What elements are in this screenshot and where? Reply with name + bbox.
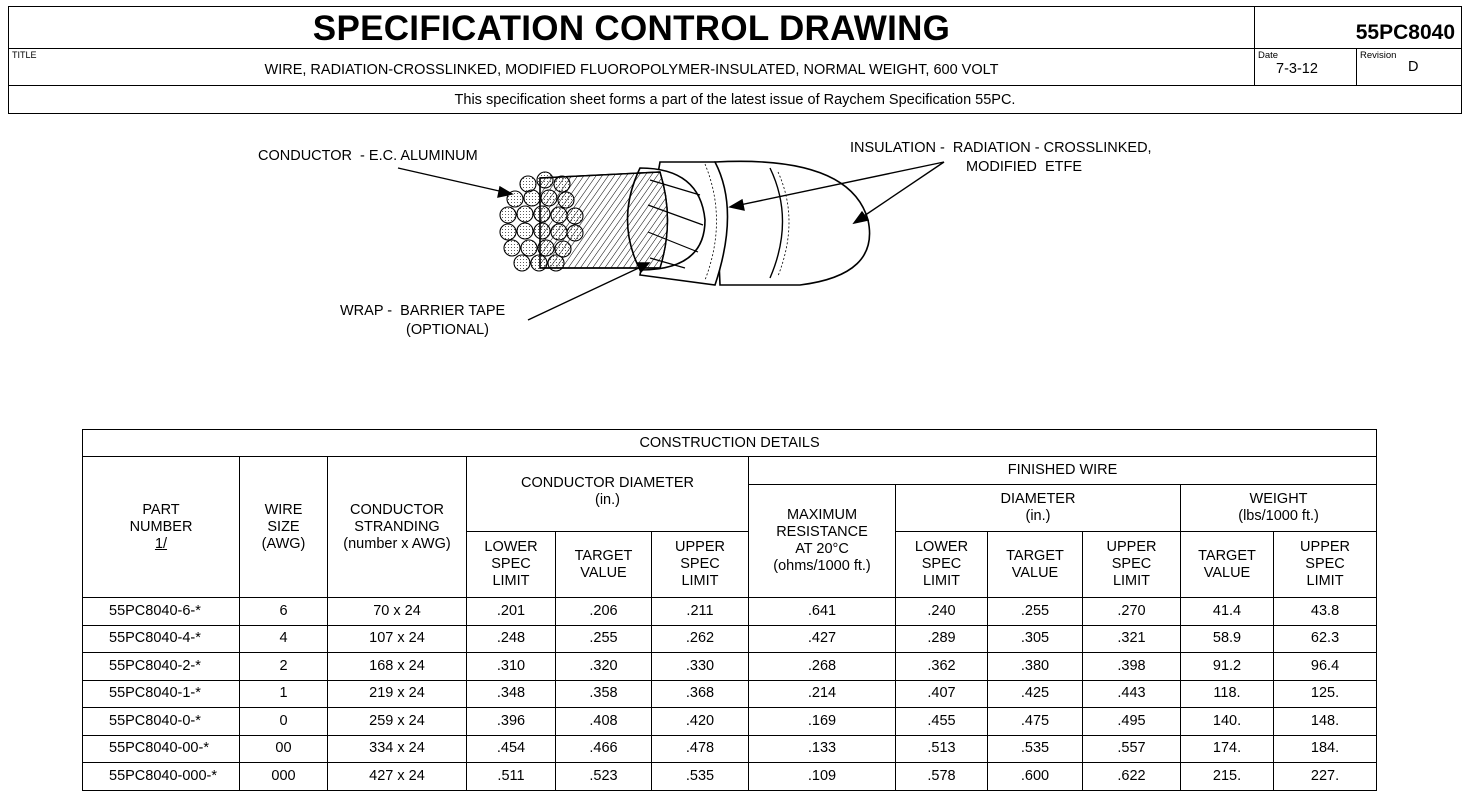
wire-drawing xyxy=(0,120,1475,380)
wrap-label-line1: WRAP - BARRIER TAPE xyxy=(340,303,506,319)
table-cell: 168 x 24 xyxy=(328,653,467,681)
table-cell: .454 xyxy=(467,735,556,763)
col-dia-upper: UPPER SPEC LIMIT xyxy=(1083,532,1181,598)
table-row xyxy=(83,598,1377,626)
table-cell: 259 x 24 xyxy=(328,708,467,736)
col-diameter: DIAMETER (in.) xyxy=(896,485,1181,532)
wire-title-cell xyxy=(9,49,1254,85)
table-cell: 148. xyxy=(1274,708,1377,736)
col-cd-upper: UPPER SPEC LIMIT xyxy=(652,532,749,598)
table-cell: 6 xyxy=(240,598,328,626)
table-cell: 43.8 xyxy=(1274,598,1377,626)
part-number-cell: 55PC8040-00-* xyxy=(83,735,240,763)
title-block xyxy=(8,6,1462,114)
table-cell: 58.9 xyxy=(1181,625,1274,653)
table-cell: 62.3 xyxy=(1274,625,1377,653)
table-row xyxy=(83,763,1377,791)
table-cell: .466 xyxy=(556,735,652,763)
part-number-cell: 55PC8040-6-* xyxy=(83,598,240,626)
table-cell: 184. xyxy=(1274,735,1377,763)
col-wire-size: WIRE SIZE (AWG) xyxy=(240,457,328,598)
part-number-cell: 55PC8040-2-* xyxy=(83,653,240,681)
table-cell: .622 xyxy=(1083,763,1181,791)
table-cell: .535 xyxy=(652,763,749,791)
table-cell: 00 xyxy=(240,735,328,763)
col-part-number: PART NUMBER 1/ xyxy=(83,457,240,598)
table-cell: .511 xyxy=(467,763,556,791)
date-value: 7-3-12 xyxy=(1276,61,1318,77)
table-cell: .262 xyxy=(652,625,749,653)
table-cell: .255 xyxy=(556,625,652,653)
conductor-label: CONDUCTOR - E.C. ALUMINUM xyxy=(258,148,478,164)
part-number-cell: 55PC8040-4-* xyxy=(83,625,240,653)
table-row xyxy=(83,735,1377,763)
info-row xyxy=(9,49,1461,86)
table-cell: 118. xyxy=(1181,680,1274,708)
document-number: 55PC8040 xyxy=(1254,7,1461,48)
table-caption: CONSTRUCTION DETAILS xyxy=(83,430,1377,457)
table-cell: 215. xyxy=(1181,763,1274,791)
table-cell: .133 xyxy=(749,735,896,763)
table-cell: 125. xyxy=(1274,680,1377,708)
table-body xyxy=(83,598,1377,791)
part-number-cell: 55PC8040-0-* xyxy=(83,708,240,736)
col-weight: WEIGHT (lbs/1000 ft.) xyxy=(1181,485,1377,532)
col-finished-wire: FINISHED WIRE xyxy=(749,457,1377,485)
table-cell: .380 xyxy=(988,653,1083,681)
table-cell: .478 xyxy=(652,735,749,763)
wire-title: WIRE, RADIATION-CROSSLINKED, MODIFIED FLUOROPOLYMER-INSULATED, NORMAL WEIGHT, 600 VOLT xyxy=(264,62,999,78)
table-cell: .109 xyxy=(749,763,896,791)
table-cell: .427 xyxy=(749,625,896,653)
table-cell: 427 x 24 xyxy=(328,763,467,791)
col-wt-target: TARGET VALUE xyxy=(1181,532,1274,598)
table-cell: .641 xyxy=(749,598,896,626)
table-cell: .255 xyxy=(988,598,1083,626)
table-cell: .330 xyxy=(652,653,749,681)
table-cell: 96.4 xyxy=(1274,653,1377,681)
table-cell: .211 xyxy=(652,598,749,626)
table-cell: .495 xyxy=(1083,708,1181,736)
table-cell: .420 xyxy=(652,708,749,736)
table-cell: .398 xyxy=(1083,653,1181,681)
table-cell: 140. xyxy=(1181,708,1274,736)
table-cell: .358 xyxy=(556,680,652,708)
table-cell: .443 xyxy=(1083,680,1181,708)
table-cell: 2 xyxy=(240,653,328,681)
insulation-jacket xyxy=(715,161,870,285)
table-cell: .214 xyxy=(749,680,896,708)
revision-value: D xyxy=(1408,59,1419,75)
date-label: Date xyxy=(1258,50,1279,61)
table-cell: .513 xyxy=(896,735,988,763)
table-cell: 4 xyxy=(240,625,328,653)
table-cell: .455 xyxy=(896,708,988,736)
title-label: TITLE xyxy=(12,50,37,60)
table-cell: .206 xyxy=(556,598,652,626)
table-cell: .248 xyxy=(467,625,556,653)
table-row xyxy=(83,625,1377,653)
table-cell: .578 xyxy=(896,763,988,791)
date-cell xyxy=(1254,49,1356,85)
col-wt-upper: UPPER SPEC LIMIT xyxy=(1274,532,1377,598)
title-row xyxy=(9,7,1461,49)
table-cell: .407 xyxy=(896,680,988,708)
table-cell: .368 xyxy=(652,680,749,708)
table-row xyxy=(83,680,1377,708)
table-cell: .201 xyxy=(467,598,556,626)
table-cell: .475 xyxy=(988,708,1083,736)
part-number-cell: 55PC8040-1-* xyxy=(83,680,240,708)
table-cell: 91.2 xyxy=(1181,653,1274,681)
spec-note: This specification sheet forms a part of the latest issue of Raychem Specification 55PC. xyxy=(454,91,1016,108)
insulation-label-line2: MODIFIED ETFE xyxy=(966,159,1082,175)
table-cell: .408 xyxy=(556,708,652,736)
wrap-label-line2: (OPTIONAL) xyxy=(406,322,489,338)
footnote-ref: 1/ xyxy=(154,535,168,552)
revision-cell xyxy=(1356,49,1461,85)
table-cell: .305 xyxy=(988,625,1083,653)
table-cell: .240 xyxy=(896,598,988,626)
cable-illustration xyxy=(0,120,1475,380)
col-cd-target: TARGET VALUE xyxy=(556,532,652,598)
part-number-cell: 55PC8040-000-* xyxy=(83,763,240,791)
col-dia-target: TARGET VALUE xyxy=(988,532,1083,598)
table-cell: .348 xyxy=(467,680,556,708)
table-cell: 107 x 24 xyxy=(328,625,467,653)
table-cell: .600 xyxy=(988,763,1083,791)
table-cell: .320 xyxy=(556,653,652,681)
table-cell: 70 x 24 xyxy=(328,598,467,626)
table-cell: .289 xyxy=(896,625,988,653)
table-cell: 334 x 24 xyxy=(328,735,467,763)
table-cell: .535 xyxy=(988,735,1083,763)
insulation-label-line1: INSULATION - RADIATION - CROSSLINKED, xyxy=(850,140,1152,156)
table-cell: .310 xyxy=(467,653,556,681)
table-cell: 41.4 xyxy=(1181,598,1274,626)
table-cell: .270 xyxy=(1083,598,1181,626)
col-dia-lower: LOWER SPEC LIMIT xyxy=(896,532,988,598)
table-cell: 227. xyxy=(1274,763,1377,791)
col-max-resistance: MAXIMUM RESISTANCE AT 20°C (ohms/1000 ft.) xyxy=(749,485,896,598)
table-cell: .321 xyxy=(1083,625,1181,653)
table-cell: 174. xyxy=(1181,735,1274,763)
table-cell: .169 xyxy=(749,708,896,736)
table-cell: .396 xyxy=(467,708,556,736)
table-row xyxy=(83,653,1377,681)
col-conductor-diameter: CONDUCTOR DIAMETER (in.) xyxy=(467,457,749,532)
col-cd-lower: LOWER SPEC LIMIT xyxy=(467,532,556,598)
table-cell: .362 xyxy=(896,653,988,681)
table-cell: .557 xyxy=(1083,735,1181,763)
construction-details xyxy=(82,429,1376,791)
table-cell: 219 x 24 xyxy=(328,680,467,708)
table-cell: 1 xyxy=(240,680,328,708)
construction-table xyxy=(82,429,1377,791)
table-cell: .523 xyxy=(556,763,652,791)
col-conductor-stranding: CONDUCTOR STRANDING (number x AWG) xyxy=(328,457,467,598)
table-row xyxy=(83,708,1377,736)
document-title: SPECIFICATION CONTROL DRAWING xyxy=(312,8,951,48)
table-cell: .425 xyxy=(988,680,1083,708)
table-cell: 000 xyxy=(240,763,328,791)
table-cell: .268 xyxy=(749,653,896,681)
revision-label: Revision xyxy=(1360,50,1397,61)
table-cell: 0 xyxy=(240,708,328,736)
